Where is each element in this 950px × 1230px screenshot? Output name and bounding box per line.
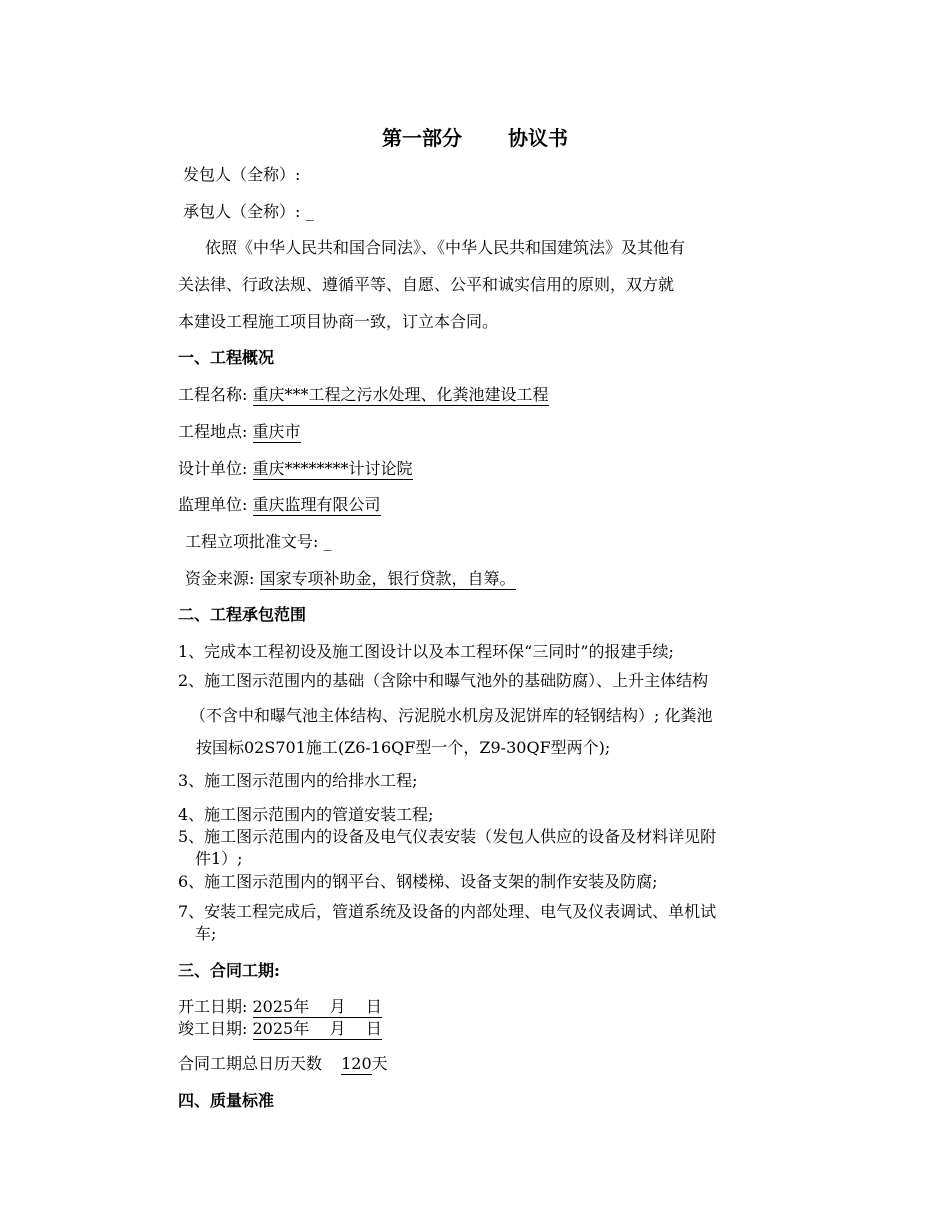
field-value: 重庆市 [252, 422, 301, 441]
field-value: 重庆监理有限公司 [252, 495, 381, 514]
start-date-line [178, 997, 382, 1017]
field-project-location [178, 422, 301, 442]
scope-item-2: 2、施工图示范围内的基础（含除中和曝气池外的基础防腐）、上升主体结构 [178, 671, 709, 690]
contractor-label: 承包人（全称）: [183, 202, 301, 221]
field-value: 国家专项补助金，银行贷款，自筹。 [259, 569, 516, 588]
scope-item-5-cont: 件1）; [195, 849, 243, 868]
section2-heading: 二、工程承包范围 [178, 605, 307, 624]
scope-item-2-cont: 按国标02S701施工(Z6-16QF型一个，Z9-30QF型两个); [196, 738, 611, 757]
field-value: _ [323, 532, 332, 551]
scope-item-7: 7、安装工程完成后，管道系统及设备的内部处理、电气及仪表调试、单机试 [178, 902, 717, 921]
field-design-unit [178, 459, 413, 479]
total-days-label: 合同工期总日历天数 [178, 1054, 323, 1073]
employer-label: 发包人（全称）: [183, 165, 301, 184]
scope-item-1: 1、完成本工程初设及施工图设计以及本工程环保“三同时”的报建手续; [178, 642, 674, 661]
employer-line [183, 165, 300, 185]
preamble-line-3: 本建设工程施工项目协商一致，订立本合同。 [178, 312, 499, 331]
end-date-line [178, 1019, 382, 1039]
start-date-label: 开工日期: [178, 997, 248, 1016]
page-title [0, 122, 950, 151]
field-funding-source [185, 569, 516, 589]
field-label: 设计单位: [178, 459, 248, 478]
field-project-name [178, 385, 549, 405]
field-label: 工程立项批准文号: [185, 532, 319, 551]
preamble-line-1: 依照《中华人民共和国合同法》、《中华人民共和国建筑法》及其他有 [205, 238, 686, 257]
field-supervision-unit [178, 495, 381, 515]
scope-item-5: 5、施工图示范围内的设备及电气仪表安装（发包人供应的设备及材料详见附 [178, 827, 717, 846]
field-value: 重庆********计讨论院 [252, 459, 413, 478]
section3-heading: 三、合同工期: [178, 961, 280, 980]
preamble-line-2: 关法律、行政法规、遵循平等、自愿、公平和诚实信用的原则，双方就 [178, 275, 675, 294]
total-days-line [178, 1054, 388, 1074]
field-label: 监理单位: [178, 495, 248, 514]
field-approval-number [185, 532, 332, 552]
scope-item-2-cont: （不含中和曝气池主体结构、污泥脱水机房及泥饼库的轻钢结构）; 化粪池 [190, 706, 713, 725]
contractor-line [183, 202, 314, 222]
scope-item-4: 4、施工图示范围内的管道安装工程; [178, 805, 434, 824]
title-part: 第一部分 [382, 126, 462, 150]
total-days-unit: 天 [371, 1054, 388, 1073]
end-date-value: 2025年 月 日 [252, 1019, 382, 1038]
start-date-value: 2025年 月 日 [252, 997, 382, 1016]
field-label: 工程地点: [178, 422, 248, 441]
field-label: 资金来源: [185, 569, 255, 588]
section1-heading: 一、工程概况 [178, 348, 275, 367]
scope-item-3: 3、施工图示范围内的给排水工程; [178, 771, 418, 790]
field-label: 工程名称: [178, 385, 248, 404]
field-value: 重庆***工程之污水处理、化粪池建设工程 [252, 385, 549, 404]
contractor-value: _ [305, 202, 314, 221]
section4-heading: 四、质量标准 [178, 1091, 275, 1110]
total-days-value: 120 [341, 1054, 372, 1073]
end-date-label: 竣工日期: [178, 1019, 248, 1038]
title-name: 协议书 [508, 126, 568, 150]
scope-item-7-cont: 车; [195, 924, 217, 943]
scope-item-6: 6、施工图示范围内的钢平台、钢楼梯、设备支架的制作安装及防腐; [178, 872, 658, 891]
